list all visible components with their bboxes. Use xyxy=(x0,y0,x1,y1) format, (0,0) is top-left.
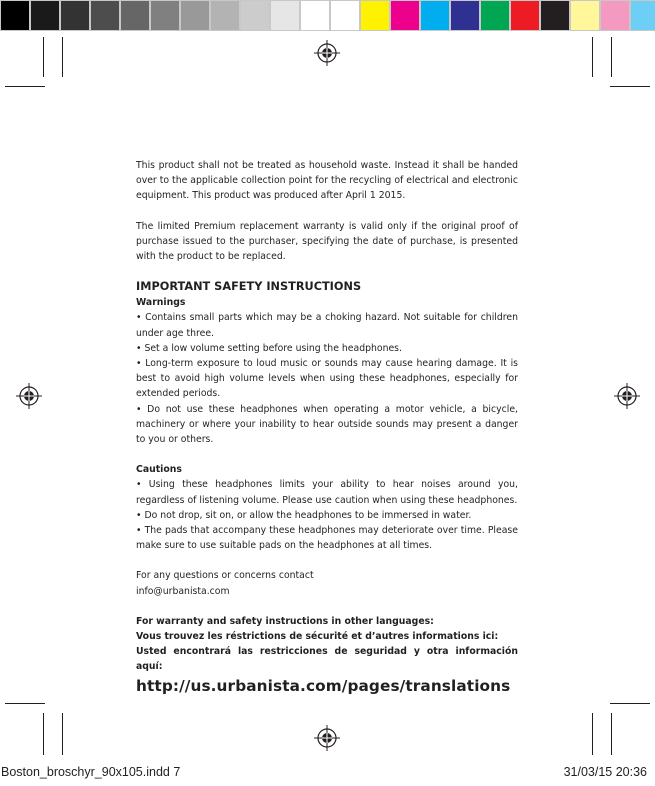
contact-line: For any questions or concerns contact xyxy=(136,570,314,582)
crop-mark xyxy=(610,86,650,87)
registration-mark-icon xyxy=(16,383,42,409)
color-bar xyxy=(0,0,655,31)
swatch xyxy=(300,0,330,31)
languages-es: Usted encontrará las restricciones de seguridad y otra información aquí: xyxy=(136,646,518,673)
swatch xyxy=(120,0,150,31)
warning-item: • Contains small parts which may be a choking hazard. Not suitable for children under age three. xyxy=(136,312,518,339)
registration-mark-icon xyxy=(614,383,640,409)
crop-mark xyxy=(62,37,63,77)
disposal-paragraph: This product shall not be treated as household waste. Instead it shall be handed over to the applicable collection point for the recycling of electrical and electronic equipment. This product was produced after April 1 2015. xyxy=(136,160,518,202)
swatch xyxy=(600,0,630,31)
document-body xyxy=(136,158,518,697)
swatch xyxy=(630,0,655,31)
crop-mark xyxy=(592,713,593,755)
swatch xyxy=(0,0,30,31)
crop-mark xyxy=(43,37,44,77)
caution-item: • Using these headphones limits your ability to hear noises around you, regardless of listening volume. Please use caution when using these headphones. xyxy=(136,479,518,506)
registration-mark-icon xyxy=(314,40,340,66)
crop-mark xyxy=(610,703,650,704)
crop-mark xyxy=(62,713,63,755)
swatch xyxy=(90,0,120,31)
caution-item: • The pads that accompany these headphones may deteriorate over time. Please make sure to use suitable pads on the headphones at all times. xyxy=(136,525,518,552)
warranty-paragraph: The limited Premium replacement warranty is valid only if the original proof of purchase issued to the purchaser, specifying the date of purchase, is presented with the product to be replaced. xyxy=(136,220,518,263)
swatch xyxy=(390,0,420,31)
contact-email[interactable]: info@urbanista.com xyxy=(136,585,230,597)
crop-mark xyxy=(592,37,593,77)
warning-item: • Do not use these headphones when operating a motor vehicle, a bicycle, machinery or where your inability to hear outside sounds may present a danger to you or others. xyxy=(136,403,518,446)
swatch xyxy=(30,0,60,31)
swatch xyxy=(450,0,480,31)
swatch xyxy=(540,0,570,31)
date-slug: 31/03/15 20:36 xyxy=(563,765,647,779)
caution-item: • Do not drop, sit on, or allow the headphones to be immersed in water. xyxy=(136,509,472,521)
swatch xyxy=(360,0,390,31)
crop-mark xyxy=(5,86,45,87)
swatch xyxy=(240,0,270,31)
warnings-title: Warnings xyxy=(136,297,186,309)
swatch xyxy=(480,0,510,31)
swatch xyxy=(570,0,600,31)
crop-mark xyxy=(611,37,612,77)
safety-heading: IMPORTANT SAFETY INSTRUCTIONS xyxy=(136,280,362,294)
cautions-title: Cautions xyxy=(136,464,182,476)
warning-item: • Set a low volume setting before using the headphones. xyxy=(136,342,402,354)
swatch xyxy=(60,0,90,31)
swatch xyxy=(270,0,300,31)
swatch xyxy=(210,0,240,31)
swatch xyxy=(330,0,360,31)
crop-mark xyxy=(5,703,45,704)
crop-mark xyxy=(611,713,612,755)
swatch xyxy=(510,0,540,31)
translations-link[interactable]: http://us.urbanista.com/pages/translations xyxy=(136,676,511,695)
swatch xyxy=(420,0,450,31)
languages-fr: Vous trouvez les réstrictions de sécurité et d’autres informations ici: xyxy=(136,631,499,643)
registration-mark-icon xyxy=(314,725,340,751)
warning-item: • Long-term exposure to loud music or sounds may cause hearing damage. It is best to avoid high volume levels when using these headphones, especially for extended periods. xyxy=(136,358,518,400)
swatch xyxy=(150,0,180,31)
swatch xyxy=(180,0,210,31)
languages-en: For warranty and safety instructions in other languages: xyxy=(136,615,434,627)
crop-mark xyxy=(43,713,44,755)
file-slug: Boston_broschyr_90x105.indd 7 xyxy=(1,765,181,779)
